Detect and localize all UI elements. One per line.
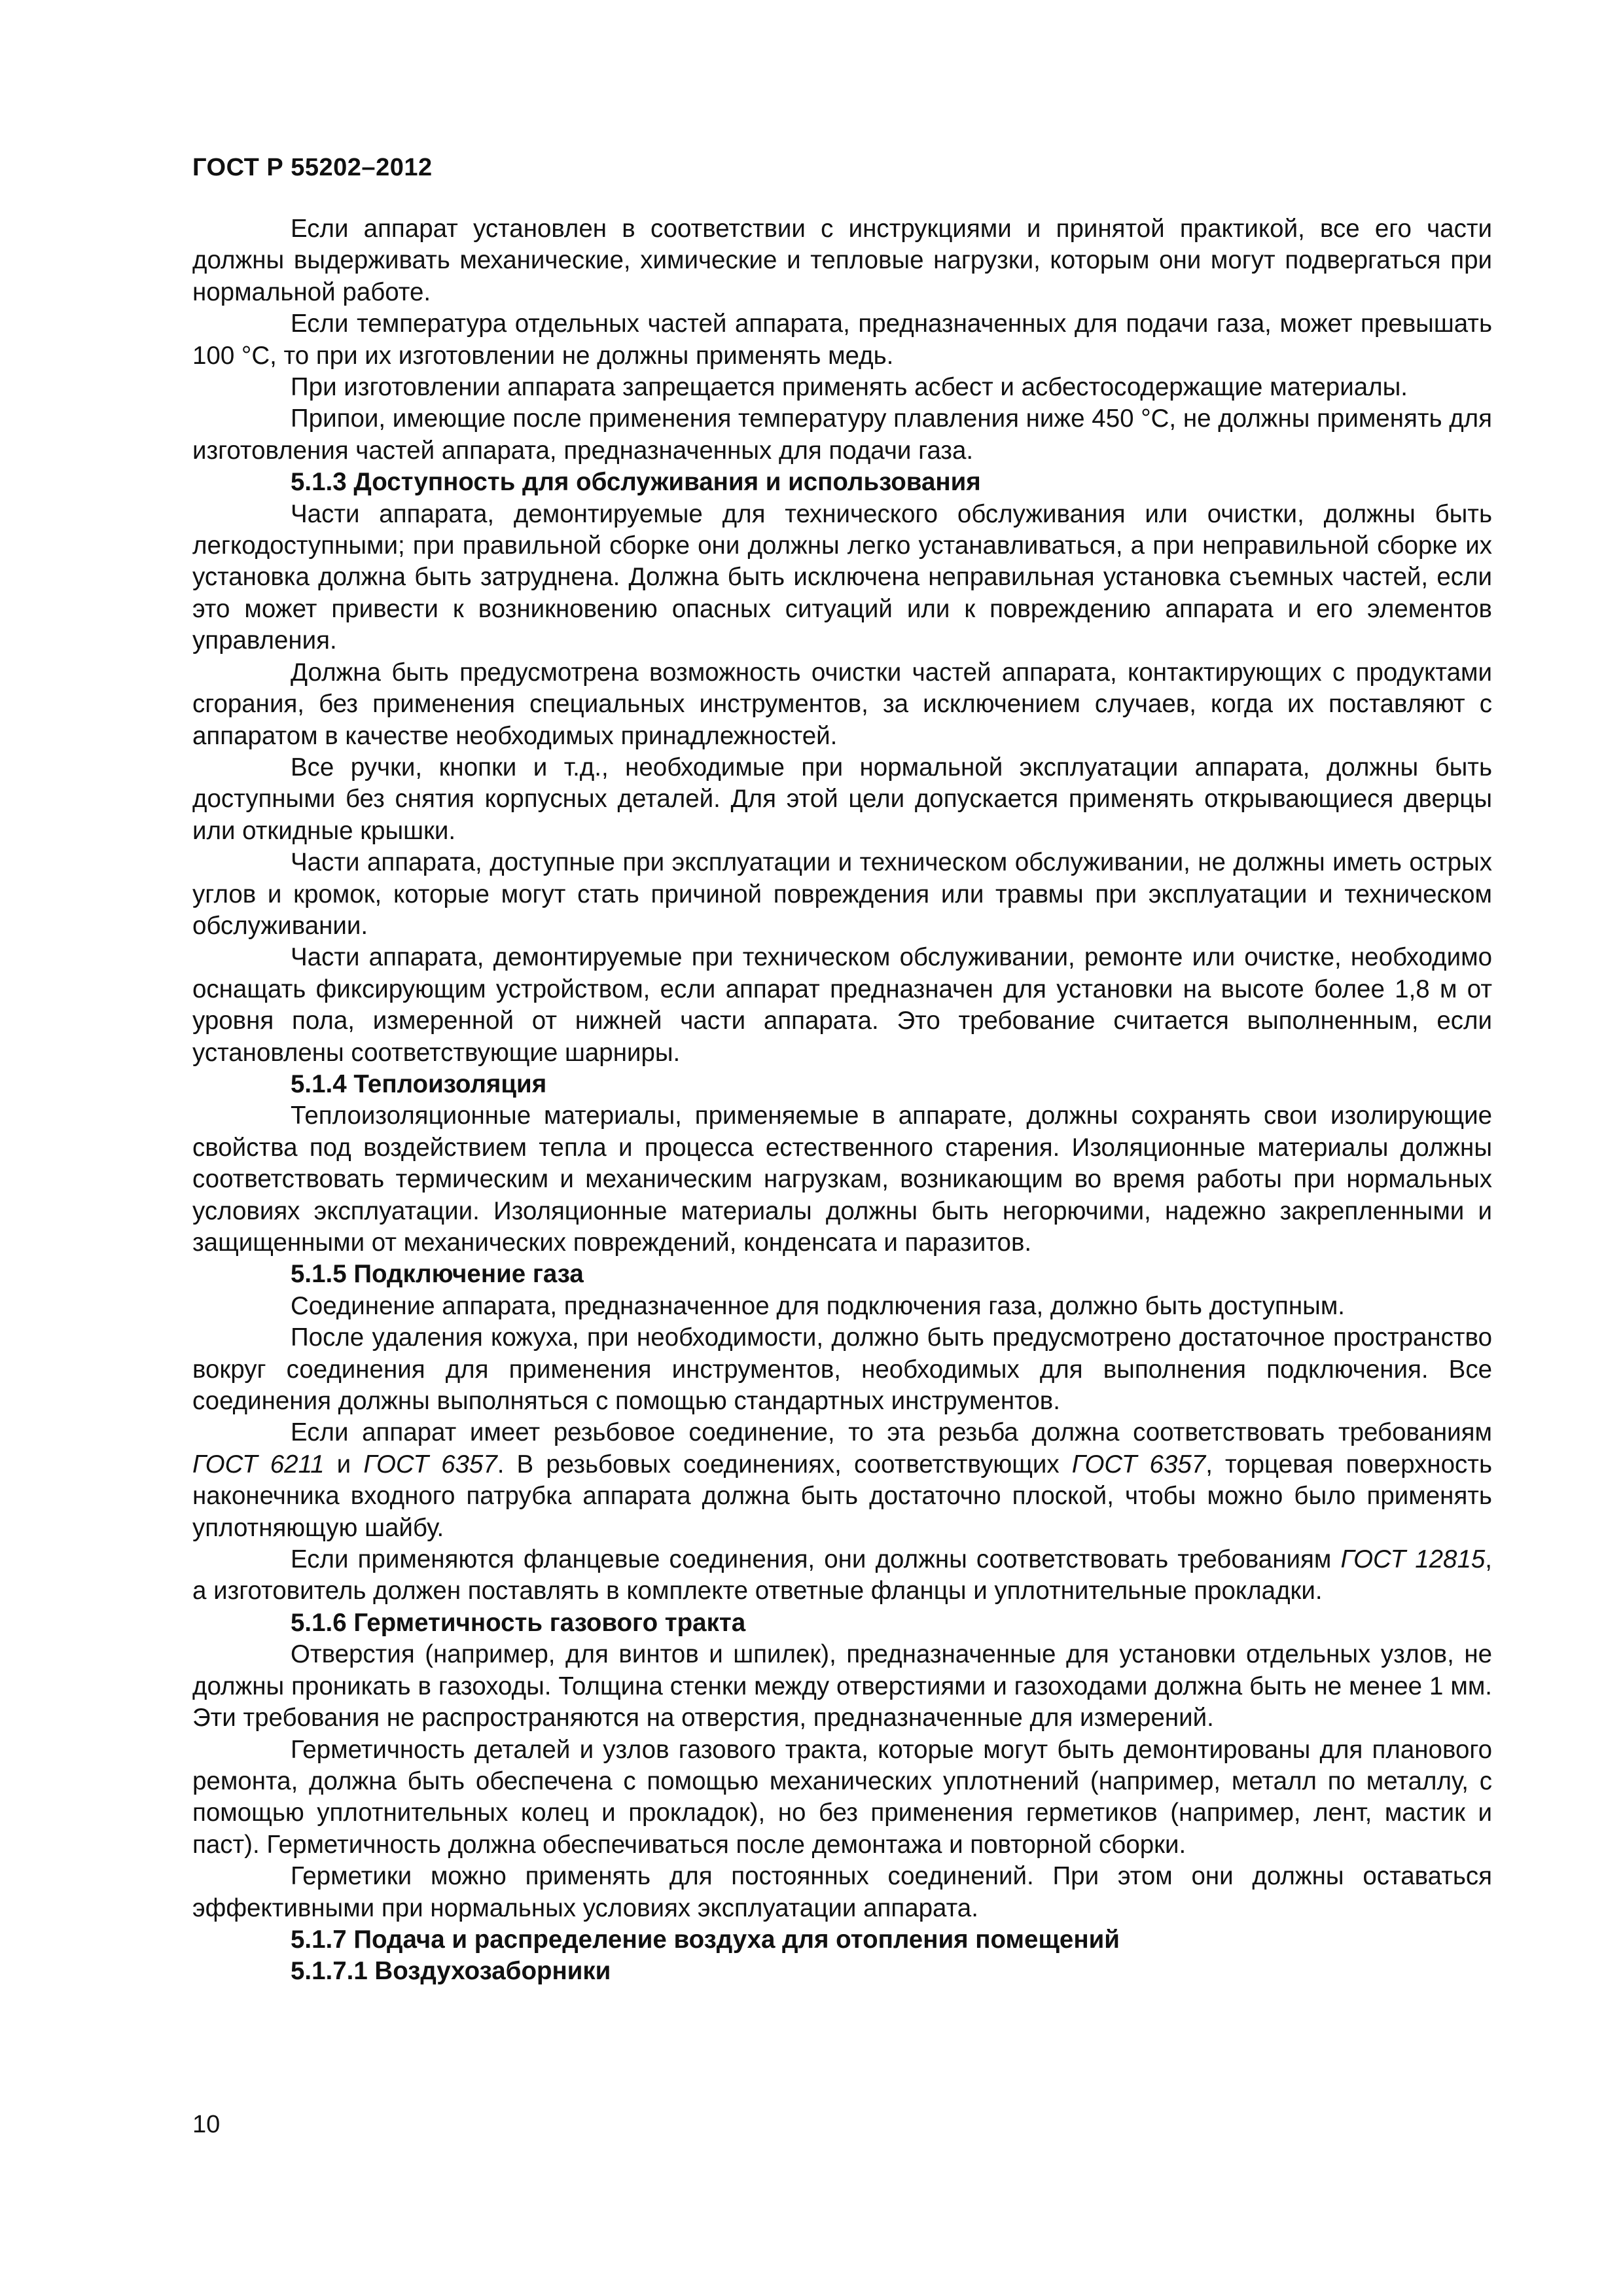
standard-reference: ГОСТ 6357 [1071, 1450, 1206, 1479]
paragraph: При изготовлении аппарата запрещается применять асбест и асбестосодержащие материалы. [291, 373, 1408, 402]
section-heading-5-1-7-1: 5.1.7.1 Воздухозаборники [291, 1957, 611, 1986]
section-heading-5-1-5: 5.1.5 Подключение газа [291, 1260, 584, 1289]
section-heading-5-1-3: 5.1.3 Доступность для обслуживания и использования [291, 468, 981, 497]
text-segment: , торцевая поверхность наконечника входного патрубка аппарата должна быть достаточно плоской, чтобы можно было применять уплотняющую шайбу. [192, 1450, 1493, 1542]
paragraph-with-references [192, 1544, 1492, 1607]
text-segment: , а изготовитель должен поставлять в комплекте ответные фланцы и уплотнительные прокладки. [192, 1545, 1492, 1605]
paragraph: Должна быть предусмотрена возможность очистки частей аппарата, контактирующих с продуктами сгорания, без применения специальных инструментов, за исключением случаев, когда их поставляют с аппаратом в качестве необходимых принадлежностей. [192, 658, 1492, 750]
section-heading-5-1-7: 5.1.7 Подача и распределение воздуха для отопления помещений [291, 1925, 1120, 1954]
paragraph: Если температура отдельных частей аппарата, предназначенных для подачи газа, может превышать 100 °С, то при их изготовлении не должны применять медь. [192, 310, 1492, 370]
paragraph: Теплоизоляционные материалы, применяемые в аппарате, должны сохранять свои изолирующие свойства под воздействием тепла и процесса естественного старения. Изоляционные материалы должны соответствовать термическим и механическим нагрузкам, возникающим во время работы при нормальных условиях эксплуатации. Изоляционные материалы должны быть негорючими, надежно закрепленными и защищенными от механических повреждений, конденсата и паразитов. [192, 1102, 1492, 1257]
text-segment: . В резьбовых соединениях, соответствующих [497, 1450, 1072, 1479]
document-code-header: ГОСТ Р 55202–2012 [192, 154, 433, 181]
standard-reference: ГОСТ 12815 [1340, 1545, 1486, 1574]
paragraph: Части аппарата, демонтируемые при техническом обслуживании, ремонте или очистке, необходимо оснащать фиксирующим устройством, если аппарат предназначен для установки на высоте более 1,8 м от уровня пола, измеренной от нижней части аппарата. Это требование считается выполненным, если установлены соответствующие шарниры. [192, 943, 1492, 1067]
section-heading-5-1-6: 5.1.6 Герметичность газового тракта [291, 1608, 746, 1637]
paragraph: Части аппарата, доступные при эксплуатации и техническом обслуживании, не должны иметь острых углов и кромок, которые могут стать причиной повреждения или травмы при эксплуатации и техническом обслуживании. [192, 848, 1492, 940]
text-segment: Если применяются фланцевые соединения, они должны соответствовать требованиям [291, 1545, 1341, 1574]
paragraph: Герметичность деталей и узлов газового тракта, которые могут быть демонтированы для планового ремонта, должна быть обеспечена с помощью механических уплотнений (например, металл по металлу, с помощью уплотнительных колец и прокладок), но без применения герметиков (например, лент, мастик и паст). Герметичность должна обеспечиваться после демонтажа и повторной сборки. [192, 1735, 1492, 1859]
document-body [192, 213, 1492, 1988]
paragraph: Части аппарата, демонтируемые для технического обслуживания или очистки, должны быть легкодоступными; при правильной сборке они должны легко устанавливаться, а при неправильной сборке их установка должна быть затруднена. Должна быть исключена неправильная установка съемных частей, если это может привести к возникновению опасных ситуаций или к повреждению аппарата и его элементов управления. [192, 499, 1492, 655]
paragraph-with-references [192, 1417, 1492, 1544]
text-segment: и [324, 1450, 364, 1479]
section-heading-5-1-4: 5.1.4 Теплоизоляция [291, 1069, 547, 1098]
paragraph: Все ручки, кнопки и т.д., необходимые при нормальной эксплуатации аппарата, должны быть доступными без снятия корпусных деталей. Для этой цели допускается применять открывающиеся дверцы или откидные крышки. [192, 753, 1492, 845]
text-segment: Если аппарат имеет резьбовое соединение, то эта резьба должна соответствовать требованиям [291, 1418, 1492, 1447]
paragraph: Отверстия (например, для винтов и шпилек), предназначенные для установки отдельных узлов, не должны проникать в газоходы. Толщина стенки между отверстиями и газоходами должна быть не менее 1 мм. Эти требования не распространяются на отверстия, предназначенные для измерений. [192, 1640, 1492, 1732]
standard-reference: ГОСТ 6357 [363, 1450, 497, 1479]
paragraph: Соединение аппарата, предназначенное для подключения газа, должно быть доступным. [291, 1291, 1345, 1320]
paragraph: Припои, имеющие после применения температуру плавления ниже 450 °С, не должны применять для изготовления частей аппарата, предназначенных для подачи газа. [192, 404, 1492, 465]
paragraph: Герметики можно применять для постоянных соединений. При этом они должны оставаться эффективными при нормальных условиях эксплуатации аппарата. [192, 1862, 1492, 1922]
paragraph: После удаления кожуха, при необходимости, должно быть предусмотрено достаточное пространство вокруг соединения для применения инструментов, необходимых для выполнения подключения. Все соединения должны выполняться с помощью стандартных инструментов. [192, 1323, 1492, 1416]
standard-reference: ГОСТ 6211 [192, 1450, 325, 1479]
page-number: 10 [192, 2111, 221, 2138]
paragraph: Если аппарат установлен в соответствии с инструкциями и принятой практикой, все его части должны выдерживать механические, химические и тепловые нагрузки, которым они могут подвергаться при нормальной работе. [192, 215, 1492, 306]
